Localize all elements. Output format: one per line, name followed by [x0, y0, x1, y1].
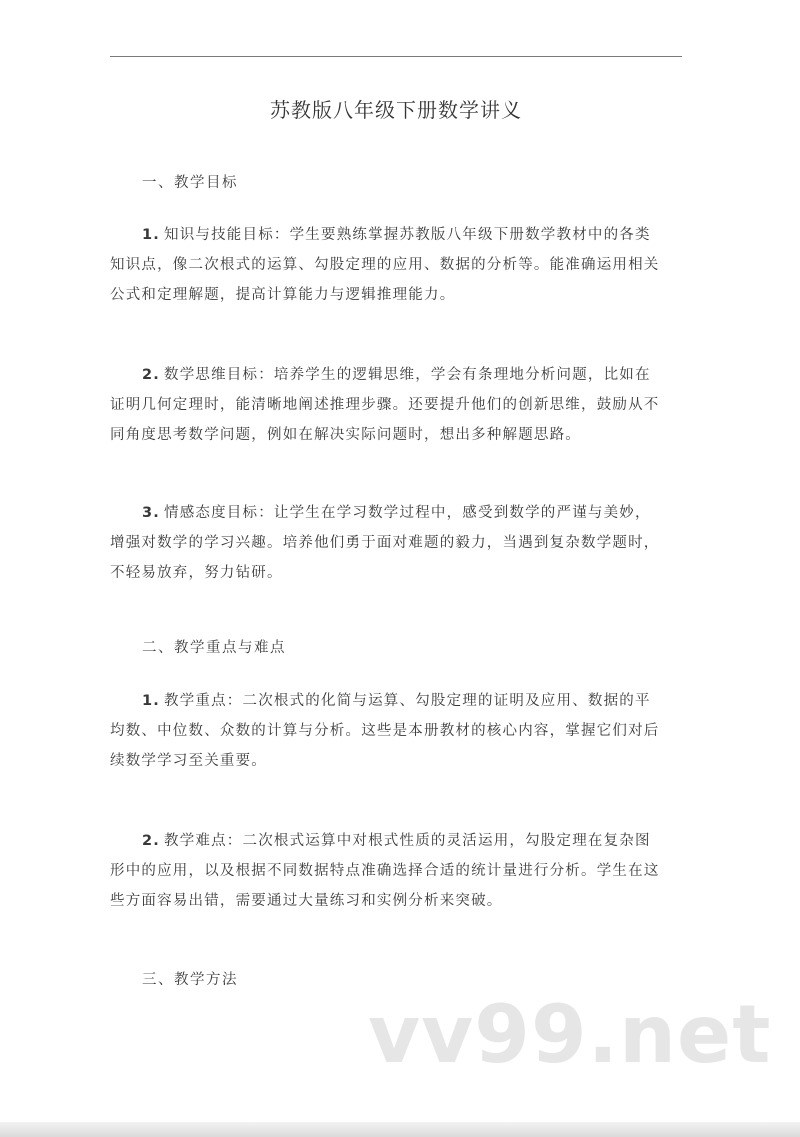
section-heading-3: 三、教学方法: [142, 972, 238, 988]
paragraph-line: 增强对数学的学习兴趣。培养他们勇于面对难题的毅力，当遇到复杂数学题时，: [110, 535, 660, 551]
paragraph-line: 不轻易放弃，努力钻研。: [110, 565, 283, 581]
paragraph-line: 公式和定理解题，提高计算能力与逻辑推理能力。: [110, 287, 456, 303]
section-heading-2: 二、教学重点与难点: [142, 640, 286, 656]
page-bottom-edge: [0, 1122, 800, 1137]
document-title: 苏教版八年级下册数学讲义: [270, 98, 522, 122]
paragraph-line: 证明几何定理时，能清晰地阐述推理步骤。还要提升他们的创新思维，鼓励从不: [110, 397, 660, 413]
paragraph-line: 同角度思考数学问题，例如在解决实际问题时，想出多种解题思路。: [110, 427, 581, 443]
paragraph-line: 知识点，像二次根式的运算、勾股定理的应用、数据的分析等。能准确运用相关: [110, 257, 660, 273]
header-rule: [110, 56, 682, 57]
item-number: 3.: [142, 505, 160, 521]
paragraph-line: 数学思维目标：培养学生的逻辑思维，学会有条理地分析问题，比如在: [164, 367, 651, 383]
paragraph-line: 教学难点：二次根式运算中对根式性质的灵活运用，勾股定理在复杂图: [164, 833, 651, 849]
paragraph-line: 形中的应用，以及根据不同数据特点准确选择合适的统计量进行分析。学生在这: [110, 863, 660, 879]
paragraph-line: 情感态度目标：让学生在学习数学过程中，感受到数学的严谨与美妙，: [164, 505, 651, 521]
paragraph-1-3: [110, 498, 682, 588]
paragraph-2-1: [110, 686, 682, 776]
paragraph-2-2: [110, 826, 682, 916]
watermark: vv99.net: [368, 988, 772, 1081]
paragraph-line: 知识与技能目标：学生要熟练掌握苏教版八年级下册数学教材中的各类: [164, 227, 651, 243]
section-heading-1: 一、教学目标: [142, 175, 238, 191]
paragraph-line: 些方面容易出错，需要通过大量练习和实例分析来突破。: [110, 893, 503, 909]
paragraph-line: 续数学学习至关重要。: [110, 753, 267, 769]
paragraph-line: 教学重点：二次根式的化简与运算、勾股定理的证明及应用、数据的平: [164, 693, 651, 709]
item-number: 1.: [142, 227, 160, 243]
paragraph-1-2: [110, 360, 682, 450]
item-number: 1.: [142, 693, 160, 709]
paragraph-1-1: [110, 220, 682, 310]
item-number: 2.: [142, 833, 160, 849]
paragraph-line: 均数、中位数、众数的计算与分析。这些是本册教材的核心内容，掌握它们对后: [110, 723, 660, 739]
item-number: 2.: [142, 367, 160, 383]
